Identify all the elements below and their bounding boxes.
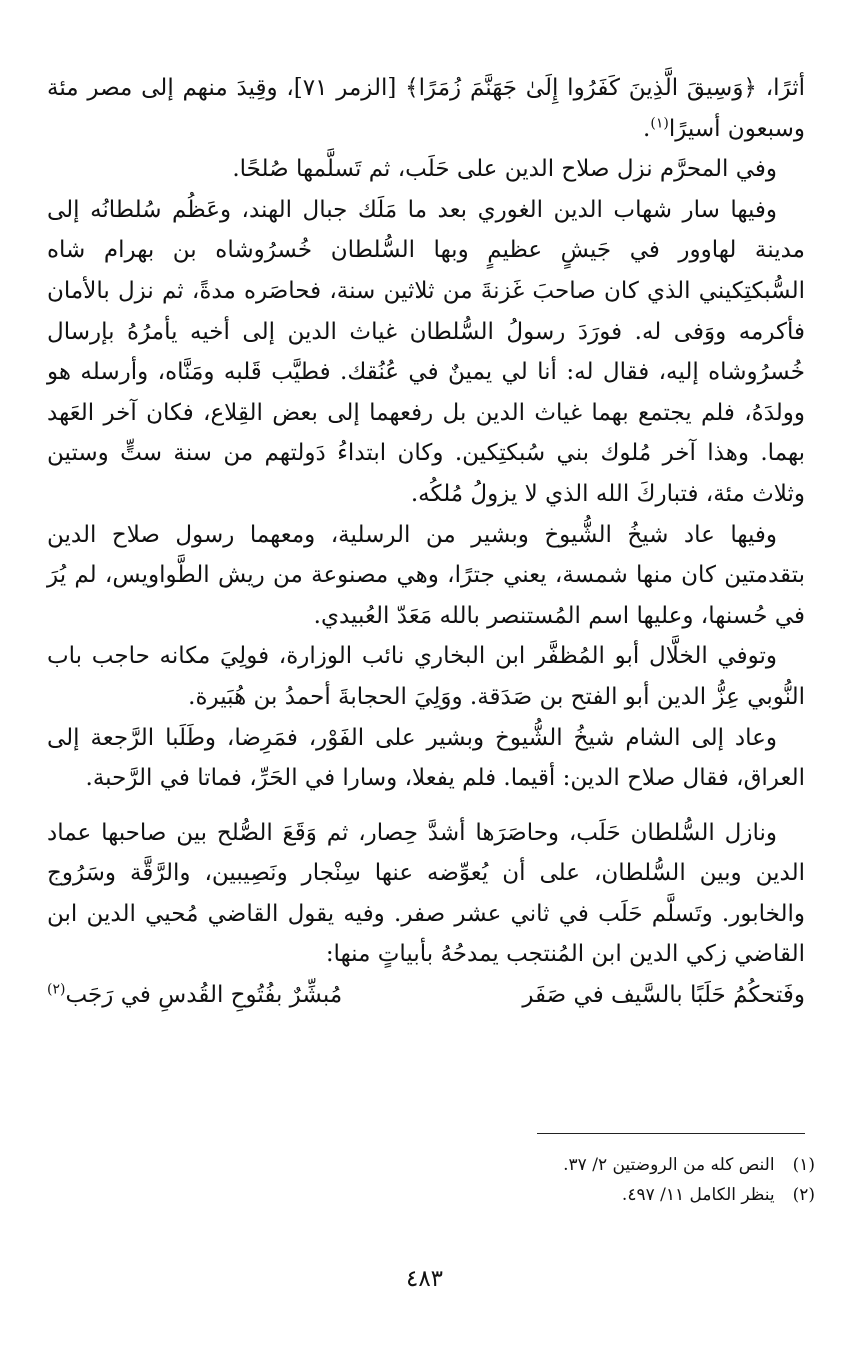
verse-first-hemistich: وفَتحكُمُ حَلَبًا بالسَّيف في صَفَر [522, 982, 805, 1009]
paragraph-1-end: . [643, 115, 651, 142]
footnote-1-number: (١) [792, 1155, 815, 1175]
footnote-ref-2: (٢) [47, 981, 66, 998]
paragraph-2: وفي المحرَّم نزل صلاح الدين على حَلَب، ثم تَسلَّمها صُلحًا. [232, 156, 777, 183]
page-number: ٤٨٣ [405, 1266, 444, 1292]
paragraph-1-text: أثرًا، ﴿وَسِيقَ الَّذِينَ كَفَرُوا إِلَىٰ جَهَنَّمَ زُمَرًا﴾ [الزمر ٧١]، وقِيدَ منهم إلى مصر مئة وسبعون أسيرًا [47, 75, 805, 142]
paragraph-1 [47, 68, 805, 149]
paragraph-6: وعاد إلى الشام شيخُ الشُّيوخ وبشير على الفَوْر، فمَرِضا، وطَلَبا الرَّجعة إلى العراق، فقال صلاح الدين: أقيما. فلم يفعلا، وسارا في الحَرِّ، فماتا في الرَّحبة. [47, 724, 805, 792]
footnote-ref-1: (١) [650, 114, 669, 131]
main-text [47, 68, 805, 1016]
poem-verse [47, 975, 805, 1016]
verse-second-text: مُبشِّرٌ بفُتُوحِ القُدسِ في رَجَب [65, 982, 343, 1009]
footnote-2-text: ينظر الكامل ١١/ ٤٩٧. [621, 1185, 775, 1205]
paragraph-7: ونازل السُّلطان حَلَب، وحاصَرَها أشدَّ حِصار، ثم وَقَعَ الصُّلح بين صاحبها عماد الدين وبين السُّلطان، على أن يُعوِّضه عنها سِنْجار ونَصِيبين، والرَّقَّة وسَرُوج والخابور. وتَسلَّم حَلَب في ثاني عشر صفر. وفيه يقول القاضي مُحيي الدين ابن القاضي زكي الدين ابن المُنتجب يمدحُهُ بأبياتٍ منها: [47, 819, 805, 968]
footnote-2 [215, 1180, 815, 1210]
footnote-1 [215, 1150, 815, 1180]
footnote-1-text: النص كله من الروضتين ٢/ ٣٧. [563, 1155, 775, 1175]
paragraph-3: وفيها سار شهاب الدين الغوري بعد ما مَلَك جبال الهند، وعَظُم سُلطانُه إلى مدينة لهاوور في جَيشٍ عظيمٍ وبها السُّلطان خُسرُوشاه بن بهرام شاه السُّبكتِكيني الذي كان صاحبَ غَزنةَ من ثلاثين سنة، فحاصَره مدةً، ثم نزل بالأمان فأكرمه ووَفى له. فورَدَ رسولُ السُّلطان غياث الدين إلى أخيه يأمرُهُ بإرسال خُسرُوشاه إليه، فقال له: أنا لي يمينٌ في عُنُقك. فطيَّب قَلبه ومَنَّاه، وأرسله هو وولدَهُ، فلم يجتمع بهما غياث الدين بل رفعهما إلى بعض القِلاع، فكان آخر العَهد بهما. وهذا آخر مُلوك بني سُبكتِكين. وكان ابتداءُ دَولتهم من سنة ستٍّ وستين وثلاث مئة، فتباركَ الله الذي لا يزولُ مُلكُه. [47, 196, 805, 507]
verse-second-hemistich [47, 975, 342, 1016]
paragraph-4: وفيها عاد شيخُ الشُّيوخ وبشير من الرسلية، ومعهما رسول صلاح الدين بتقدمتين كان منها شمسة، يعني جترًا، وهي مصنوعة من ريش الطَّواويس، لم يُرَ في حُسنها، وعليها اسم المُستنصر بالله مَعَدّ العُبيدي. [47, 521, 805, 629]
footnotes [215, 1150, 815, 1210]
footnote-2-number: (٢) [792, 1185, 815, 1205]
paragraph-5: وتوفي الخلَّال أبو المُظفَّر ابن البخاري نائب الوزارة، فولِيَ مكانه حاجب باب النُّوبي عِزُّ الدين أبو الفتح بن صَدَقة. ووَلِيَ الحجابةَ أحمدُ بن هُبَيرة. [47, 643, 805, 710]
footnote-separator [537, 1133, 805, 1134]
